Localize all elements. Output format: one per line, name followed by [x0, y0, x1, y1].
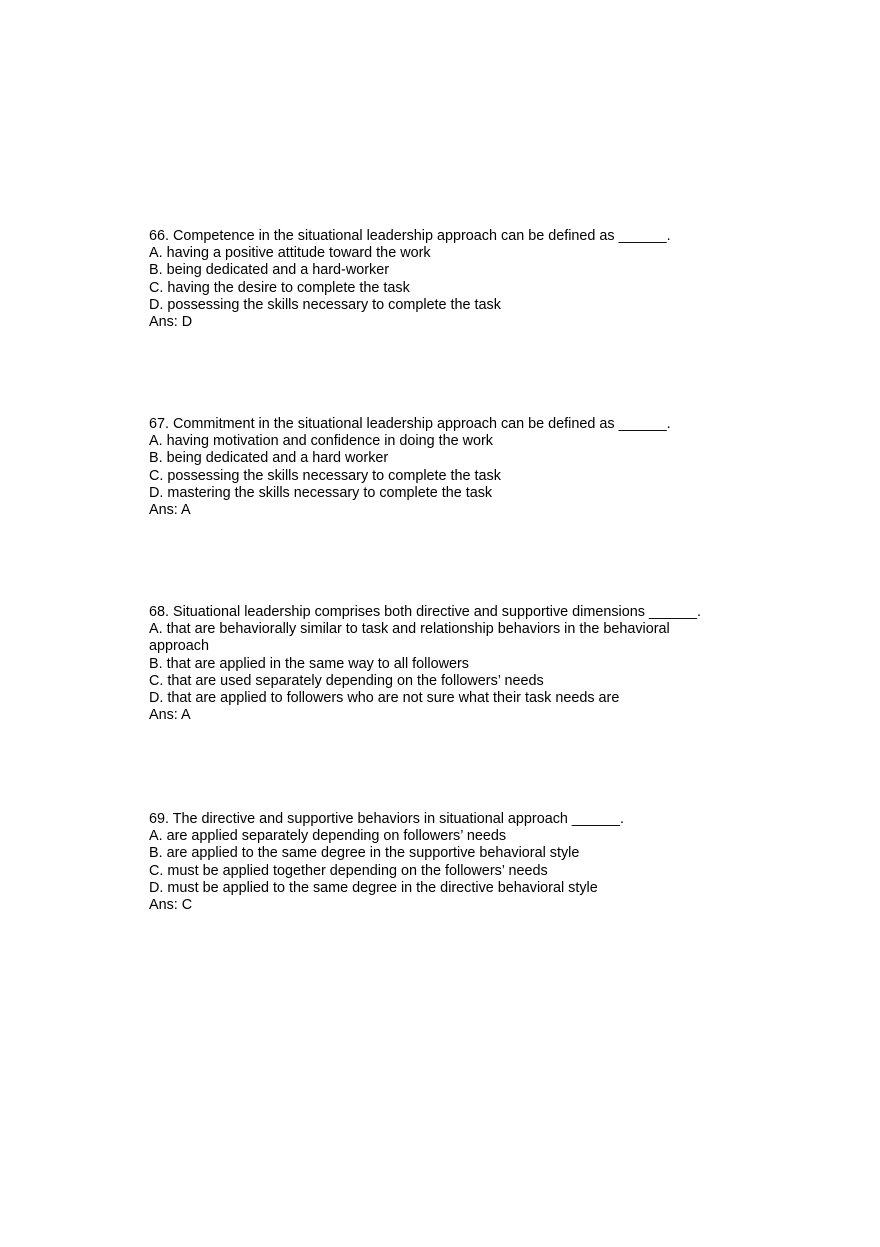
question-stem: 69. The directive and supportive behaviors in situational approach ______.	[149, 811, 624, 827]
question-68	[149, 604, 729, 724]
option-d: D. possessing the skills necessary to complete the task	[149, 296, 501, 313]
option-a: A. that are behaviorally similar to task and relationship behaviors in the behavioral approach	[149, 621, 674, 655]
question-stem: 67. Commitment in the situational leadership approach can be defined as ______.	[149, 416, 671, 432]
option-d: D. that are applied to followers who are not sure what their task needs are	[149, 690, 620, 707]
option-d: D. mastering the skills necessary to complete the task	[149, 484, 493, 501]
answer-line: Ans: A	[149, 707, 191, 724]
answer-line: Ans: D	[149, 314, 193, 331]
option-c: C. that are used separately depending on the followers’ needs	[149, 672, 544, 689]
option-a: A. are applied separately depending on followers’ needs	[149, 828, 507, 845]
option-b: B. being dedicated and a hard worker	[149, 450, 389, 467]
question-stem: 66. Competence in the situational leadership approach can be defined as ______.	[149, 228, 671, 244]
option-c: C. possessing the skills necessary to complete the task	[149, 467, 501, 484]
answer-line: Ans: A	[149, 502, 191, 519]
option-d: D. must be applied to the same degree in the directive behavioral style	[149, 879, 598, 896]
answer-line: Ans: C	[149, 897, 193, 914]
option-a: A. having a positive attitude toward the work	[149, 245, 431, 262]
question-69	[149, 811, 769, 914]
option-c: C. must be applied together depending on the followers’ needs	[149, 862, 548, 879]
question-66	[149, 228, 769, 331]
option-b: B. are applied to the same degree in the supportive behavioral style	[149, 845, 580, 862]
question-stem: 68. Situational leadership comprises both directive and supportive dimensions ______.	[149, 604, 701, 620]
question-67	[149, 416, 769, 519]
option-c: C. having the desire to complete the task	[149, 279, 410, 296]
option-a: A. having motivation and confidence in doing the work	[149, 433, 493, 450]
option-b: B. that are applied in the same way to all followers	[149, 655, 469, 672]
option-b: B. being dedicated and a hard-worker	[149, 262, 389, 279]
